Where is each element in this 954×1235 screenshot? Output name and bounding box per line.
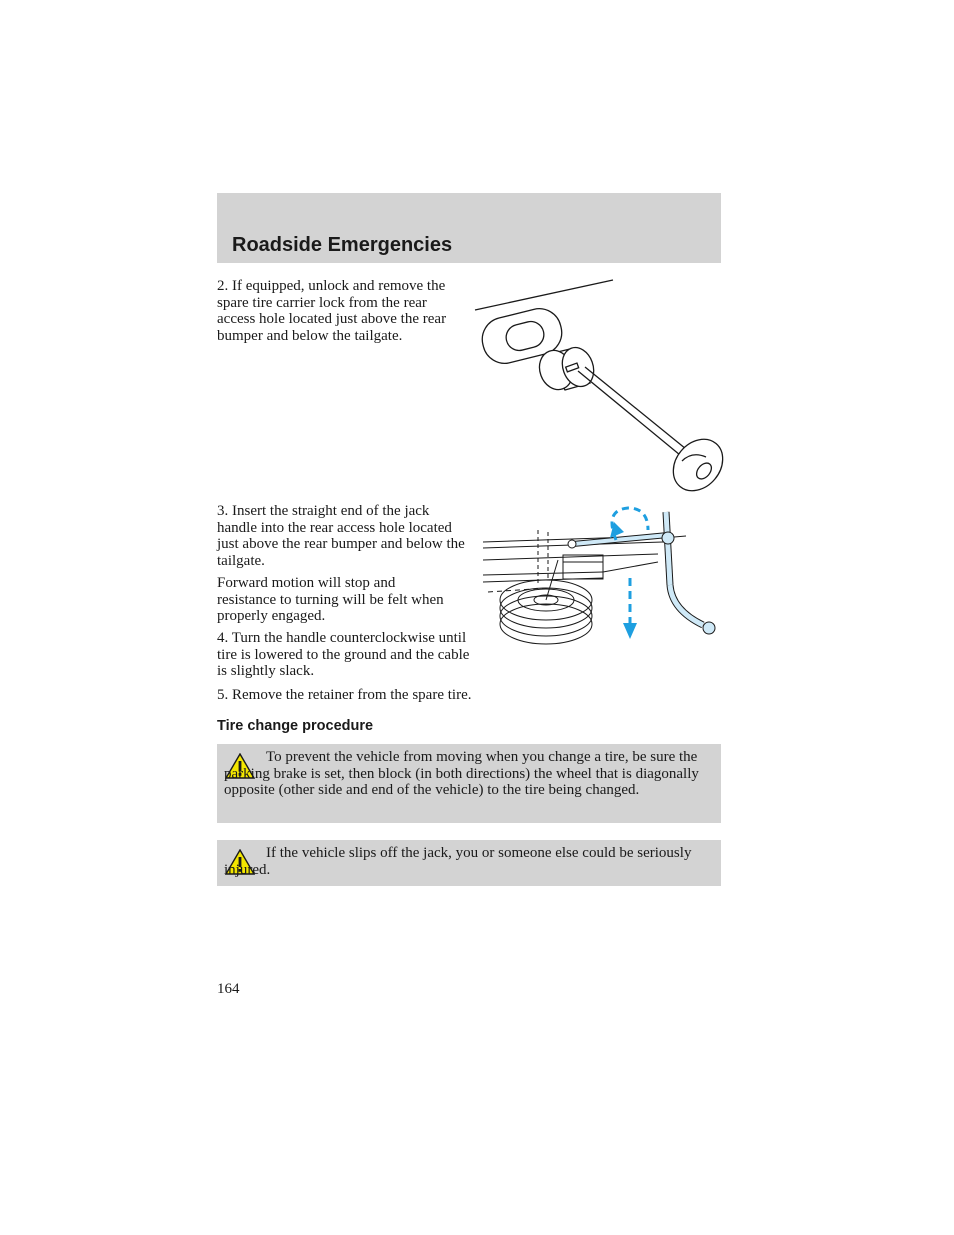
warning-box-2 bbox=[217, 840, 721, 886]
warning-box-1 bbox=[217, 744, 721, 823]
forward-motion-text: Forward motion will stop and resistance to turning will be felt when properly engaged. bbox=[217, 575, 444, 624]
tire-change-heading: Tire change procedure bbox=[217, 718, 374, 734]
step-5-text: 5. Remove the retainer from the spare tire. bbox=[217, 687, 472, 703]
warning-text-2: If the vehicle slips off the jack, you or someone else could be seriously injured. bbox=[224, 845, 692, 878]
lock-key-illustration bbox=[470, 275, 730, 495]
step-2-text: 2. If equipped, unlock and remove the spare tire carrier lock from the rear access hole located just above the rear bumper and below the tailgate. bbox=[217, 278, 447, 344]
jack-handle-illustration bbox=[478, 500, 723, 650]
step-3-text: 3. Insert the straight end of the jack handle into the rear access hole located just above the rear bumper and below the tailgate. bbox=[217, 503, 465, 569]
page-title: Roadside Emergencies bbox=[232, 234, 453, 256]
section-header-band bbox=[217, 193, 721, 263]
step-4-text: 4. Turn the handle counterclockwise until tire is lowered to the ground and the cable is slightly slack. bbox=[217, 630, 470, 679]
page-number: 164 bbox=[217, 981, 240, 997]
warning-text-1: To prevent the vehicle from moving when you change a tire, be sure the parking brake is set, then block (in both directions) the wheel that is diagonally opposite (other side and end of the vehicle) to the tire being changed. bbox=[224, 749, 699, 798]
